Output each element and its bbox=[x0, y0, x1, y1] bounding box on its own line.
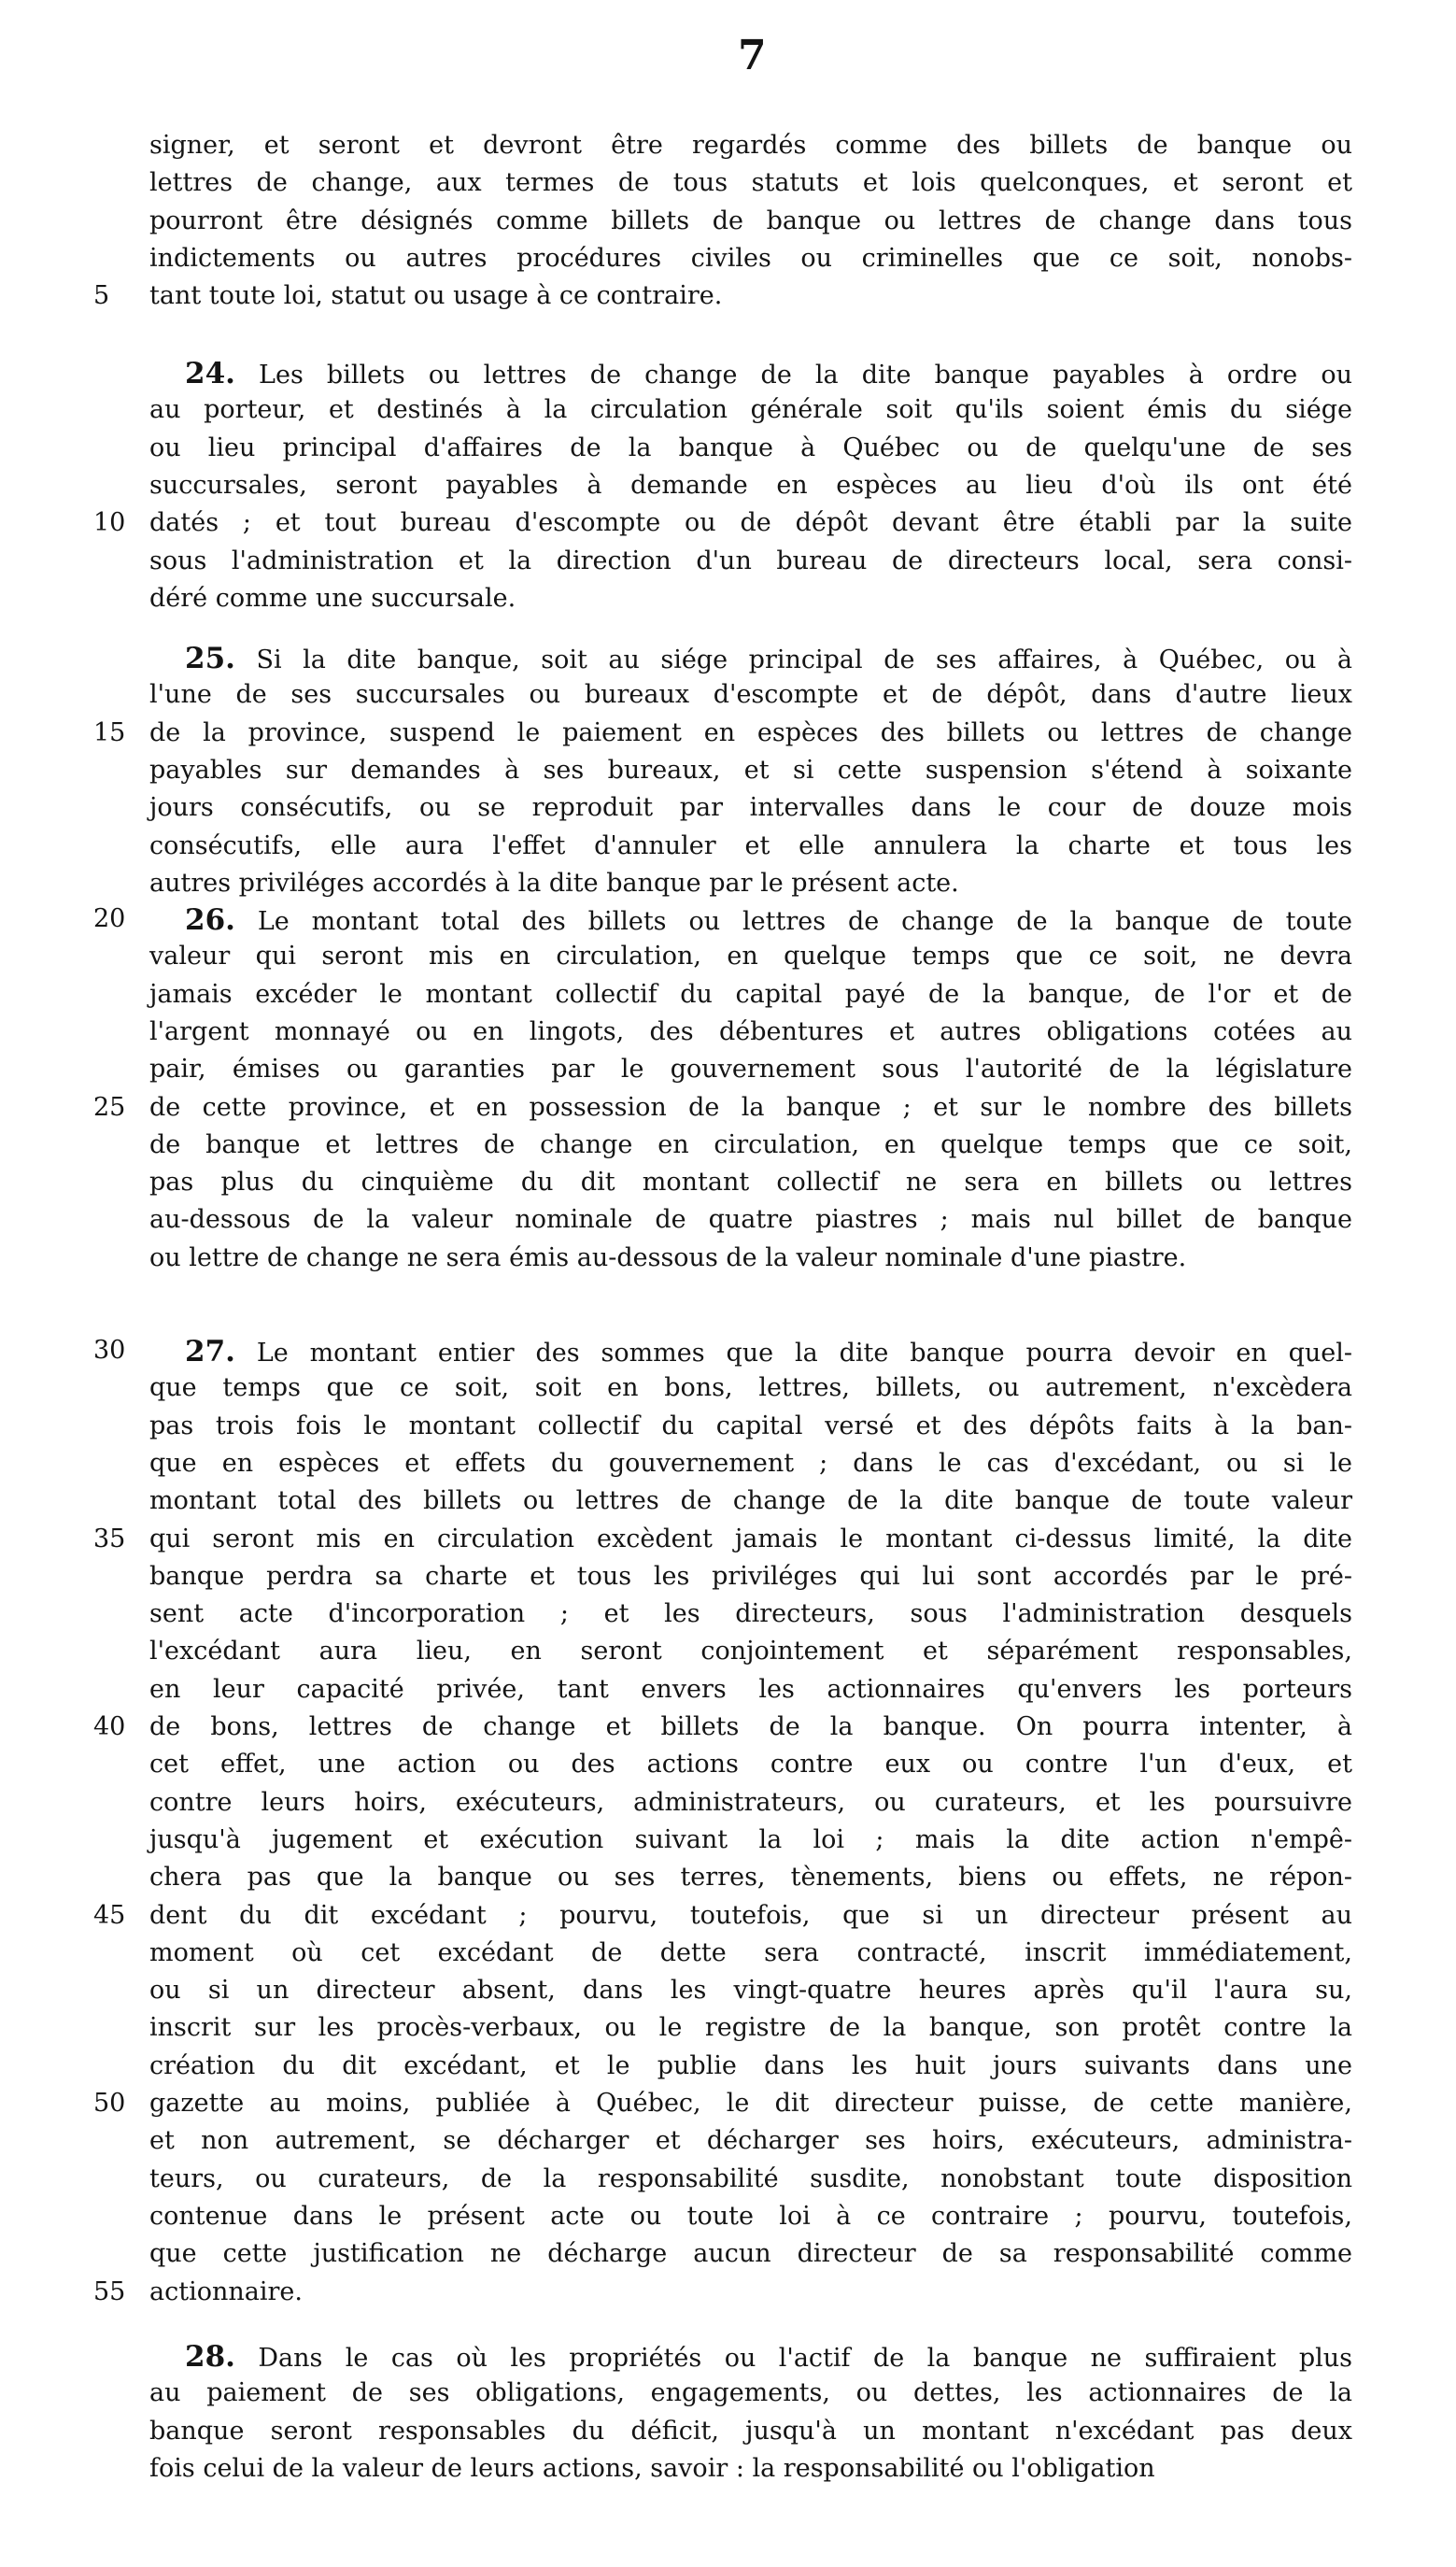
text-line bbox=[149, 1526, 1352, 1552]
line-text: autres priviléges accordés à la dite banque par le présent acte. bbox=[149, 868, 959, 898]
line-text: déré comme une succursale. bbox=[149, 583, 516, 613]
text-line bbox=[149, 1674, 1352, 1704]
text-line bbox=[149, 2163, 1352, 2193]
text-line bbox=[149, 243, 1352, 273]
line-text: pas plus du cinquième du dit montant collectif ne sera en billets ou lettres bbox=[149, 1168, 1352, 1198]
text-line bbox=[149, 1092, 1352, 1122]
line-text: tant toute loi, statut ou usage à ce contraire. bbox=[149, 281, 723, 311]
line-text: chera pas que la banque ou ses terres, tènements, biens ou effets, ne répon- bbox=[149, 1863, 1352, 1893]
text-line bbox=[149, 2453, 1352, 2483]
text-line bbox=[149, 508, 1352, 538]
text-line bbox=[149, 133, 1352, 158]
text-line bbox=[149, 1448, 1352, 1478]
line-text: ou lieu principal d'affaires de la banque à Québec ou de quelqu'une de ses bbox=[149, 433, 1352, 462]
margin-line-number: 10 bbox=[93, 508, 126, 538]
line-text: pas trois fois le montant collectif du capital versé et des dépôts faits à la ban- bbox=[149, 1411, 1352, 1440]
line-text: banque perdra sa charte et tous les priviléges qui lui sont accordés par le pré- bbox=[149, 1561, 1352, 1591]
margin-line-number: 45 bbox=[93, 1900, 126, 1930]
margin-line-number: 30 bbox=[93, 1336, 126, 1365]
text-line bbox=[149, 583, 1352, 613]
line-text: pair, émises ou garanties par le gouvernement sous l'autorité de la législature bbox=[149, 1055, 1352, 1085]
line-text: lettres de change, aux termes de tous statuts et lois quelconques, et seront et bbox=[149, 168, 1352, 198]
text-line bbox=[149, 1205, 1352, 1235]
line-text: teurs, ou curateurs, de la responsabilité susdite, nonobstant toute disposition bbox=[149, 2163, 1352, 2193]
text-line bbox=[149, 755, 1352, 785]
text-line bbox=[185, 903, 1352, 937]
line-text: fois celui de la valeur de leurs actions, savoir : la responsabilité ou l'obligation bbox=[149, 2453, 1155, 2483]
line-text: Si la dite banque, soit au siége principal de ses affaires, à Québec, ou à bbox=[256, 645, 1352, 674]
text-line bbox=[149, 1373, 1352, 1403]
line-text: Dans le cas où les propriétés ou l'actif de la banque ne suffiraient plus bbox=[258, 2344, 1352, 2373]
line-text: en leur capacité privée, tant envers les actionnaires qu'envers les porteurs bbox=[149, 1674, 1352, 1704]
text-line bbox=[149, 830, 1352, 860]
text-line bbox=[149, 2091, 1352, 2116]
line-text: au paiement de ses obligations, engagements, ou dettes, les actionnaires de la bbox=[149, 2378, 1352, 2408]
line-text: qui seront mis en circulation excèdent jamais le montant ci-dessus limité, la dite bbox=[149, 1524, 1352, 1553]
line-text: de cette province, et en possession de la banque ; et sur le nombre des billets bbox=[149, 1092, 1352, 1122]
text-line bbox=[149, 1055, 1352, 1085]
line-text: contre leurs hoirs, exécuteurs, administrateurs, ou curateurs, et les poursuivre bbox=[149, 1787, 1352, 1817]
text-line bbox=[149, 1900, 1352, 1930]
text-line bbox=[149, 1168, 1352, 1198]
line-text: gazette au moins, publiée à Québec, le dit directeur puisse, de cette manière, bbox=[149, 2089, 1352, 2118]
text-line bbox=[149, 1824, 1352, 1854]
line-text: jours consécutifs, ou se reproduit par intervalles dans le cour de douze mois bbox=[149, 793, 1352, 823]
text-line bbox=[149, 1242, 1352, 1272]
text-line bbox=[149, 1787, 1352, 1817]
text-line bbox=[149, 943, 1352, 969]
section-number: 24. bbox=[185, 357, 235, 390]
line-text: de la province, suspend le paiement en espèces des billets ou lettres de change bbox=[149, 717, 1352, 747]
text-line bbox=[149, 2050, 1352, 2080]
line-text: l'excédant aura lieu, en seront conjointement et séparément responsables, bbox=[149, 1637, 1352, 1666]
line-text: que en espèces et effets du gouvernement ; dans le cas d'excédant, ou si le bbox=[149, 1448, 1352, 1478]
line-text: ou si un directeur absent, dans les vingt-quatre heures après qu'il l'aura su, bbox=[149, 1976, 1352, 2006]
text-line bbox=[149, 168, 1352, 198]
section-number: 25. bbox=[185, 642, 235, 675]
line-text: au porteur, et destinés à la circulation générale soit qu'ils soient émis du siége bbox=[149, 395, 1352, 425]
text-line bbox=[149, 1638, 1352, 1664]
line-text: création du dit excédant, et le publie dans les huit jours suivants dans une bbox=[149, 2050, 1352, 2080]
margin-line-number: 40 bbox=[93, 1712, 126, 1741]
line-text: inscrit sur les procès-verbaux, ou le registre de la banque, son protêt contre la bbox=[149, 2013, 1352, 2043]
text-line bbox=[149, 1486, 1352, 1516]
line-text: dent du dit excédant ; pourvu, toutefois, que si un directeur présent au bbox=[149, 1900, 1352, 1930]
line-text: Le montant entier des sommes que la dite banque pourra devoir en quel- bbox=[256, 1339, 1352, 1368]
text-line bbox=[149, 680, 1352, 710]
margin-line-number: 20 bbox=[93, 904, 126, 933]
line-text: que temps que ce soit, soit en bons, lettres, billets, ou autrement, n'excèdera bbox=[149, 1373, 1352, 1403]
line-text: pourront être désignés comme billets de banque ou lettres de change dans tous bbox=[149, 206, 1352, 235]
line-text: datés ; et tout bureau d'escompte ou de dépôt devant être établi par la suite bbox=[149, 508, 1352, 538]
text-line bbox=[149, 793, 1352, 823]
text-line bbox=[149, 395, 1352, 425]
line-text: banque seront responsables du déficit, jusqu'à un montant n'excédant pas deux bbox=[149, 2416, 1352, 2446]
margin-line-number: 55 bbox=[93, 2276, 126, 2306]
text-line bbox=[149, 1016, 1352, 1046]
line-text: l'argent monnayé ou en lingots, des débentures et autres obligations cotées au bbox=[149, 1016, 1352, 1046]
line-text: consécutifs, elle aura l'effet d'annuler et elle annulera la charte et tous les bbox=[149, 830, 1352, 860]
text-line bbox=[149, 548, 1352, 574]
text-line bbox=[149, 470, 1352, 500]
text-line bbox=[149, 1714, 1352, 1739]
line-text: l'une de ses succursales ou bureaux d'escompte et de dépôt, dans d'autre lieux bbox=[149, 680, 1352, 710]
line-text: Le montant total des billets ou lettres de change de la banque de toute bbox=[257, 907, 1352, 936]
line-text: succursales, seront payables à demande en espèces au lieu d'où ils ont été bbox=[149, 470, 1352, 500]
text-line bbox=[149, 2418, 1352, 2444]
text-line bbox=[149, 2126, 1352, 2156]
line-text: Les billets ou lettres de change de la dite banque payables à ordre ou bbox=[259, 361, 1352, 390]
text-line bbox=[149, 979, 1352, 1009]
text-line bbox=[149, 2013, 1352, 2043]
text-line bbox=[149, 2239, 1352, 2269]
margin-line-number: 5 bbox=[93, 281, 110, 311]
margin-line-number: 35 bbox=[93, 1524, 126, 1553]
line-text: contenue dans le présent acte ou toute loi à ce contraire ; pourvu, toutefois, bbox=[149, 2201, 1352, 2231]
line-text: et non autrement, se décharger et décharger ses hoirs, exécuteurs, administra- bbox=[149, 2126, 1352, 2156]
section-number: 26. bbox=[185, 903, 235, 937]
margin-line-number: 15 bbox=[93, 717, 126, 747]
text-line bbox=[185, 1335, 1352, 1369]
line-text: que cette justification ne décharge aucun directeur de sa responsabilité comme bbox=[149, 2239, 1352, 2269]
margin-line-number: 25 bbox=[93, 1092, 126, 1122]
text-line bbox=[149, 1976, 1352, 2006]
line-text: de bons, lettres de change et billets de la banque. On pourra intenter, à bbox=[149, 1712, 1352, 1741]
text-line bbox=[149, 2276, 1352, 2306]
line-text: montant total des billets ou lettres de change de la dite banque de toute valeur bbox=[149, 1486, 1352, 1516]
text-line bbox=[149, 1561, 1352, 1591]
margin-line-number: 50 bbox=[93, 2089, 126, 2118]
text-line bbox=[149, 281, 1352, 311]
line-text: indictements ou autres procédures civiles ou criminelles que ce soit, nonobs- bbox=[149, 243, 1352, 273]
text-line bbox=[149, 1129, 1352, 1159]
text-line bbox=[149, 1599, 1352, 1629]
line-text: au-dessous de la valeur nominale de quatre piastres ; mais nul billet de banque bbox=[149, 1205, 1352, 1235]
text-line bbox=[149, 208, 1352, 234]
text-line bbox=[149, 717, 1352, 747]
line-text: sent acte d'incorporation ; et les directeurs, sous l'administration desquels bbox=[149, 1599, 1352, 1629]
text-line bbox=[185, 642, 1352, 675]
line-text: jusqu'à jugement et exécution suivant la loi ; mais la dite action n'empê- bbox=[149, 1824, 1352, 1854]
text-line bbox=[185, 2340, 1352, 2374]
section-number: 28. bbox=[185, 2340, 235, 2374]
line-text: de banque et lettres de change en circulation, en quelque temps que ce soit, bbox=[149, 1129, 1352, 1159]
text-line bbox=[185, 357, 1352, 390]
text-line bbox=[149, 435, 1352, 461]
text-line bbox=[149, 2378, 1352, 2408]
section-number: 27. bbox=[185, 1335, 235, 1369]
line-text: sous l'administration et la direction d'un bureau de directeurs local, sera consi- bbox=[149, 546, 1352, 575]
page-number: 7 bbox=[738, 32, 767, 79]
text-line bbox=[149, 1937, 1352, 1967]
line-text: payables sur demandes à ses bureaux, et si cette suspension s'étend à soixante bbox=[149, 755, 1352, 785]
line-text: moment où cet excédant de dette sera contracté, inscrit immédiatement, bbox=[149, 1937, 1352, 1967]
line-text: actionnaire. bbox=[149, 2276, 303, 2306]
line-text: jamais excéder le montant collectif du capital payé de la banque, de l'or et de bbox=[149, 979, 1352, 1009]
line-text: signer, et seront et devront être regardés comme des billets de banque ou bbox=[149, 131, 1352, 160]
line-text: valeur qui seront mis en circulation, en quelque temps que ce soit, ne devra bbox=[149, 942, 1352, 971]
text-line bbox=[149, 1863, 1352, 1893]
line-text: ou lettre de change ne sera émis au-dessous de la valeur nominale d'une piastre. bbox=[149, 1242, 1187, 1272]
text-line bbox=[149, 1750, 1352, 1780]
text-line bbox=[149, 2201, 1352, 2231]
line-text: cet effet, une action ou des actions contre eux ou contre l'un d'eux, et bbox=[149, 1750, 1352, 1780]
text-line bbox=[149, 868, 1352, 898]
text-line bbox=[149, 1413, 1352, 1439]
